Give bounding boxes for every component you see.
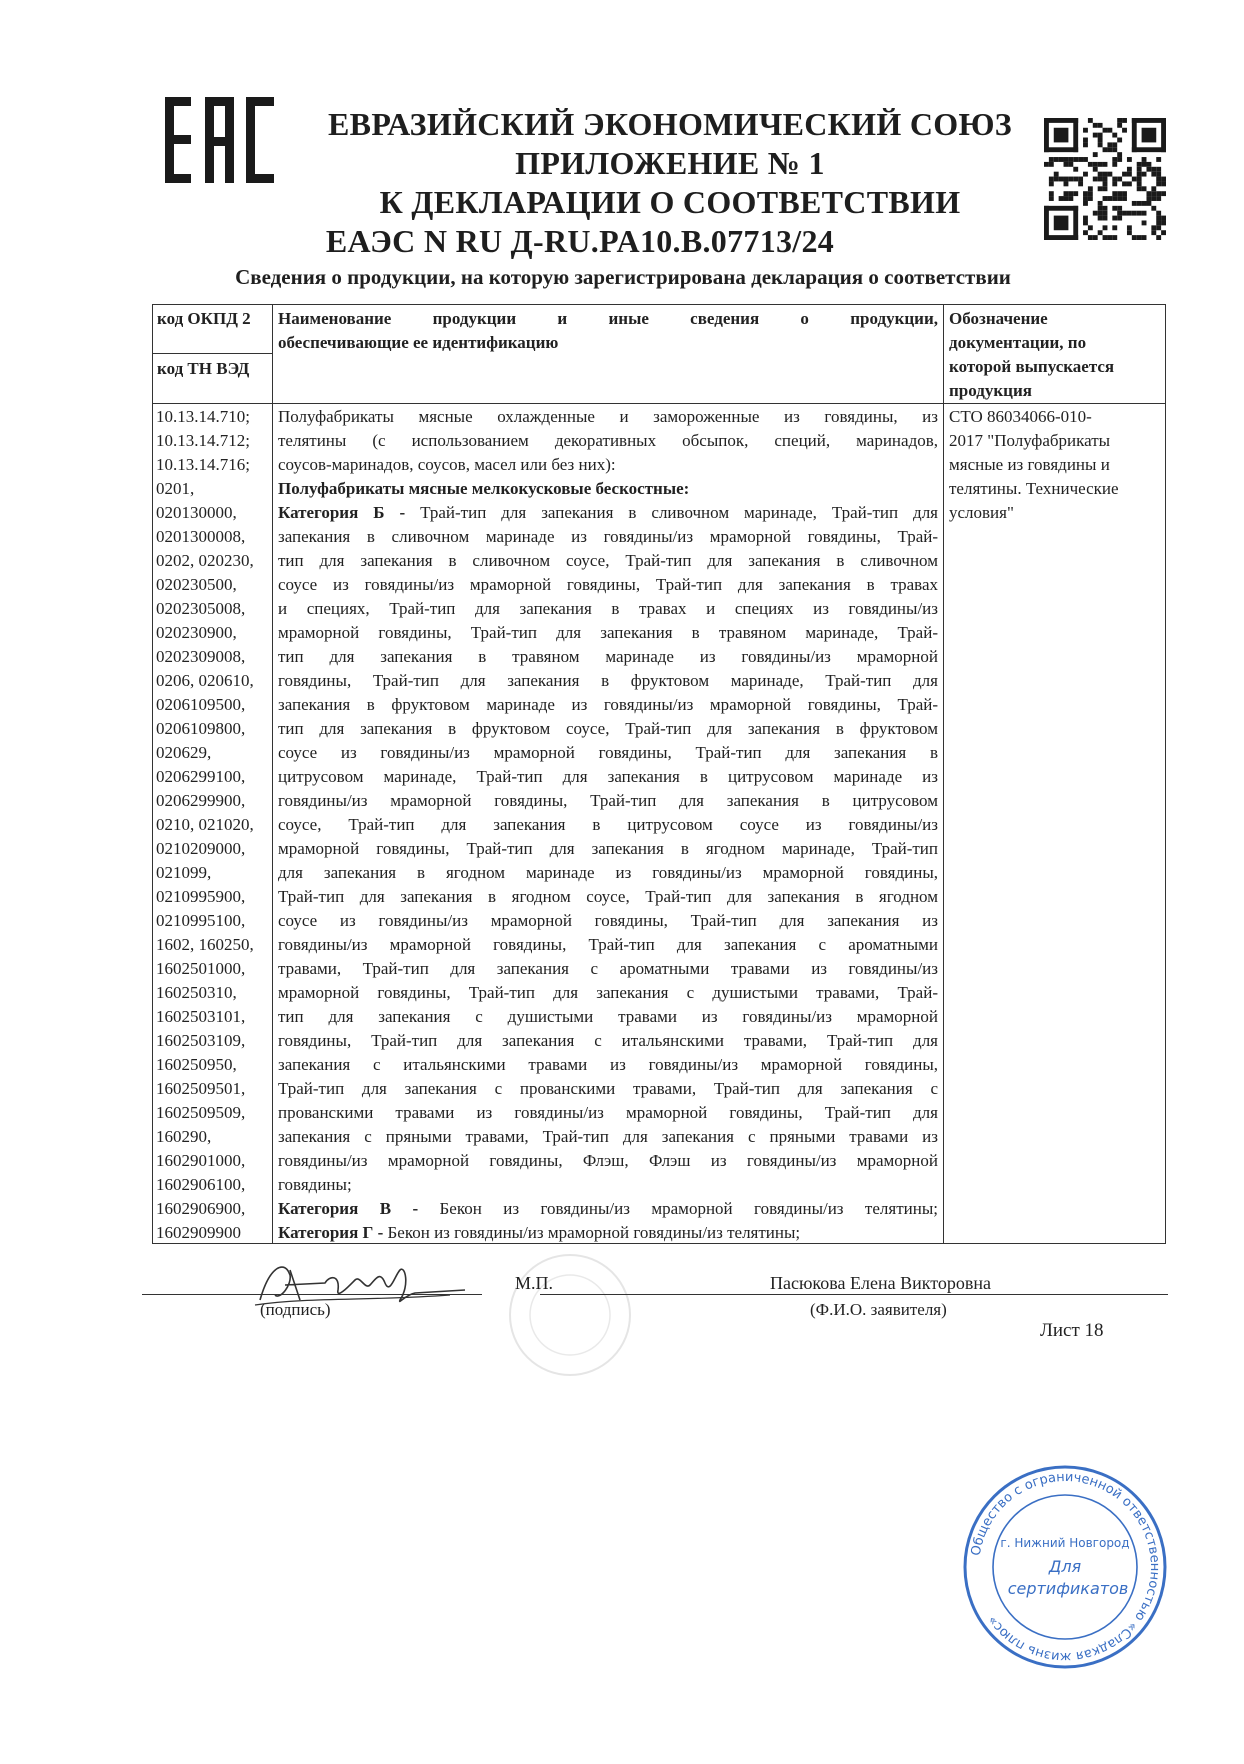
code-item: 0210209000,: [156, 839, 246, 858]
code-item: 10.13.14.716;: [156, 455, 250, 474]
documentation-line: мясные из говядины и: [949, 455, 1110, 474]
code-item: 0202305008,: [156, 599, 246, 618]
product-description: [278, 405, 938, 1245]
description-line: Категория Б - Трай-тип для запекания в сливочном маринаде, Трай-тип для: [278, 503, 938, 522]
description-line: Категория В - Бекон из говядины/из мраморной говядины/из телятины;: [278, 1199, 938, 1218]
header-okpd-code: код ОКПД 2: [157, 309, 251, 328]
code-item: 160290,: [156, 1127, 212, 1146]
description-line: для запекания в ягодном маринаде из говядины/из мраморной говядины,: [278, 863, 938, 882]
code-item: 0210995900,: [156, 887, 246, 906]
code-item: 1602509509,: [156, 1103, 246, 1122]
code-item: 1602503101,: [156, 1007, 246, 1026]
header-appendix-title: ПРИЛОЖЕНИЕ № 1: [515, 145, 825, 181]
description-line: тип для запекания в травяном маринаде из говядины/из мраморной: [278, 647, 938, 666]
signature-line: [142, 1294, 482, 1295]
description-line: соусе из говядины/из мраморной говядины, Трай-тип для запекания из: [278, 911, 938, 930]
company-stamp: [960, 1462, 1170, 1672]
description-line: соусе, Трай-тип для запекания в цитрусовом соусе из говядины/из: [278, 815, 938, 834]
description-line: говядины, Трай-тип для запекания в фруктовом маринаде, Трай-тип для: [278, 671, 938, 690]
description-line: соусов-маринадов, соусов, масел или без них):: [278, 455, 616, 474]
header-tnved-code: код ТН ВЭД: [157, 359, 250, 378]
code-item: 10.13.14.710;: [156, 407, 250, 426]
description-line: Полуфабрикаты мясные мелкокусковые бескостные:: [278, 479, 690, 498]
code-item: 1602909900: [156, 1223, 241, 1242]
code-item: 10.13.14.712;: [156, 431, 250, 450]
header-declaration-number: ЕАЭС N RU Д-RU.PA10.B.07713/24: [325, 223, 835, 259]
code-item: 020230500,: [156, 575, 237, 594]
code-item: 1602906900,: [156, 1199, 246, 1218]
name-caption: (Ф.И.О. заявителя): [810, 1300, 947, 1319]
header-documentation: Обозначение документации, по которой выпускается продукция: [949, 309, 1115, 400]
header-union-title: ЕВРАЗИЙСКИЙ ЭКОНОМИЧЕСКИЙ СОЮЗ: [328, 106, 1012, 142]
description-line: травами, Трай-тип для запекания с ароматными травами из говядины/из: [278, 959, 938, 978]
description-line: запекания с пряными травами, Трай-тип для запекания с пряными травами из: [278, 1127, 938, 1146]
code-item: 0206109500,: [156, 695, 246, 714]
description-line: говядины/из мраморной говядины, Флэш, Флэш из говядины/из мраморной: [278, 1151, 938, 1170]
code-item: 0202309008,: [156, 647, 246, 666]
description-line: мраморной говядины, Трай-тип для запекания с душистыми травами, Трай-: [278, 983, 938, 1002]
stamp-center-line1: Для: [1048, 1557, 1082, 1576]
header-declaration-title: К ДЕКЛАРАЦИИ О СООТВЕТСТВИИ: [379, 184, 961, 220]
eac-logo-icon: [163, 95, 278, 185]
documentation-reference: [949, 405, 1164, 525]
code-item: 1602, 160250,: [156, 935, 254, 954]
stamp-center-line2: сертификатов: [1007, 1579, 1129, 1598]
code-item: 0206299900,: [156, 791, 246, 810]
code-item: 021099,: [156, 863, 212, 882]
documentation-line: условия": [949, 503, 1014, 522]
code-item: 1602501000,: [156, 959, 246, 978]
code-item: 0202, 020230,: [156, 551, 254, 570]
stamp-city: г. Нижний Новгород: [1000, 1536, 1130, 1550]
description-line: говядины/из мраморной говядины, Трай-тип для запекания с ароматными: [278, 935, 938, 954]
code-item: 0210, 021020,: [156, 815, 254, 834]
code-item: 0206109800,: [156, 719, 246, 738]
sheet-number: Лист 18: [1040, 1320, 1104, 1341]
description-line: Полуфабрикаты мясные охлажденные и замороженные из говядины, из: [278, 407, 938, 426]
description-line: и специях, Трай-тип для запекания в травах и специях из говядины/из: [278, 599, 938, 618]
documentation-line: СТО 86034066-010-: [949, 407, 1092, 426]
description-line: тип для запекания с душистыми травами из говядины/из мраморной: [278, 1007, 938, 1026]
description-line: тип для запекания в фруктовом соусе, Трай-тип для запекания в фруктовом: [278, 719, 938, 738]
code-item: 0206299100,: [156, 767, 246, 786]
description-line: мраморной говядины, Трай-тип для запекания в ягодном маринаде, Трай-тип: [278, 839, 938, 858]
description-line: говядины;: [278, 1175, 352, 1194]
code-item: 0210995100,: [156, 911, 246, 930]
header-product-name: Наименование продукции и иные сведения о продукции, обеспечивающие ее идентификацию: [278, 309, 938, 352]
code-item: 160250310,: [156, 983, 237, 1002]
description-line: Категория Г - Бекон из говядины/из мраморной говядины/из телятины;: [278, 1223, 801, 1242]
documentation-line: телятины. Технические: [949, 479, 1119, 498]
code-item: 1602901000,: [156, 1151, 246, 1170]
code-item: 1602906100,: [156, 1175, 246, 1194]
name-line: [540, 1294, 1168, 1295]
product-table: [152, 304, 1166, 1244]
qr-code-icon: [1044, 118, 1166, 240]
description-line: говядины/из мраморной говядины, Трай-тип для запекания в цитрусовом: [278, 791, 938, 810]
description-line: запекания в фруктовом маринаде из говядины/из мраморной говядины, Трай-: [278, 695, 938, 714]
section-subtitle: Сведения о продукции, на которую зарегистрирована декларация о соответствии: [235, 265, 1011, 289]
stamp-outer-text: Общество с ограниченной ответственностью «Сладкая жизнь плюс»: [968, 1469, 1163, 1665]
code-item: 0201,: [156, 479, 195, 498]
documentation-line: 2017 "Полуфабрикаты: [949, 431, 1111, 450]
code-item: 160250950,: [156, 1055, 237, 1074]
code-item: 1602509501,: [156, 1079, 246, 1098]
faint-stamp-impression: [470, 1250, 670, 1380]
description-line: Трай-тип для запекания с прованскими травами, Трай-тип для запекания с: [278, 1079, 938, 1098]
code-item: 020629,: [156, 743, 212, 762]
description-line: запекания с итальянскими травами из говядины/из мраморной говядины,: [278, 1055, 938, 1074]
description-line: телятины (с использованием декоративных обсыпок, специй, маринадов,: [278, 431, 938, 450]
description-line: говядины, Трай-тип для запекания с итальянскими травами, Трай-тип для: [278, 1031, 938, 1050]
code-item: 020230900,: [156, 623, 237, 642]
code-item: 0206, 020610,: [156, 671, 254, 690]
description-line: соусе из говядины/из мраморной говядины, Трай-тип для запекания в: [278, 743, 938, 762]
description-line: цитрусовом маринаде, Трай-тип для запекания в цитрусовом маринаде из: [278, 767, 938, 786]
code-item: 0201300008,: [156, 527, 246, 546]
signature-caption: (подпись): [260, 1300, 331, 1319]
description-line: мраморной говядины, Трай-тип для запекания в травяном маринаде, Трай-: [278, 623, 938, 642]
code-item: 020130000,: [156, 503, 237, 522]
description-line: прованскими травами из говядины/из мраморной говядины, Трай-тип для: [278, 1103, 938, 1122]
applicant-name: Пасюкова Елена Викторовна: [770, 1273, 991, 1293]
code-list: [156, 405, 272, 1245]
seal-place-label: М.П.: [515, 1273, 554, 1293]
code-item: 1602503109,: [156, 1031, 246, 1050]
description-line: соусе из говядины/из мраморной говядины, Трай-тип для запекания в травах: [278, 575, 938, 594]
description-line: тип для запекания в сливочном соусе, Трай-тип для запекания в сливочном: [278, 551, 938, 570]
description-line: запекания в сливочном маринаде из говядины/из мраморной говядины, Трай-: [278, 527, 938, 546]
description-line: Трай-тип для запекания в ягодном соусе, Трай-тип для запекания в ягодном: [278, 887, 938, 906]
